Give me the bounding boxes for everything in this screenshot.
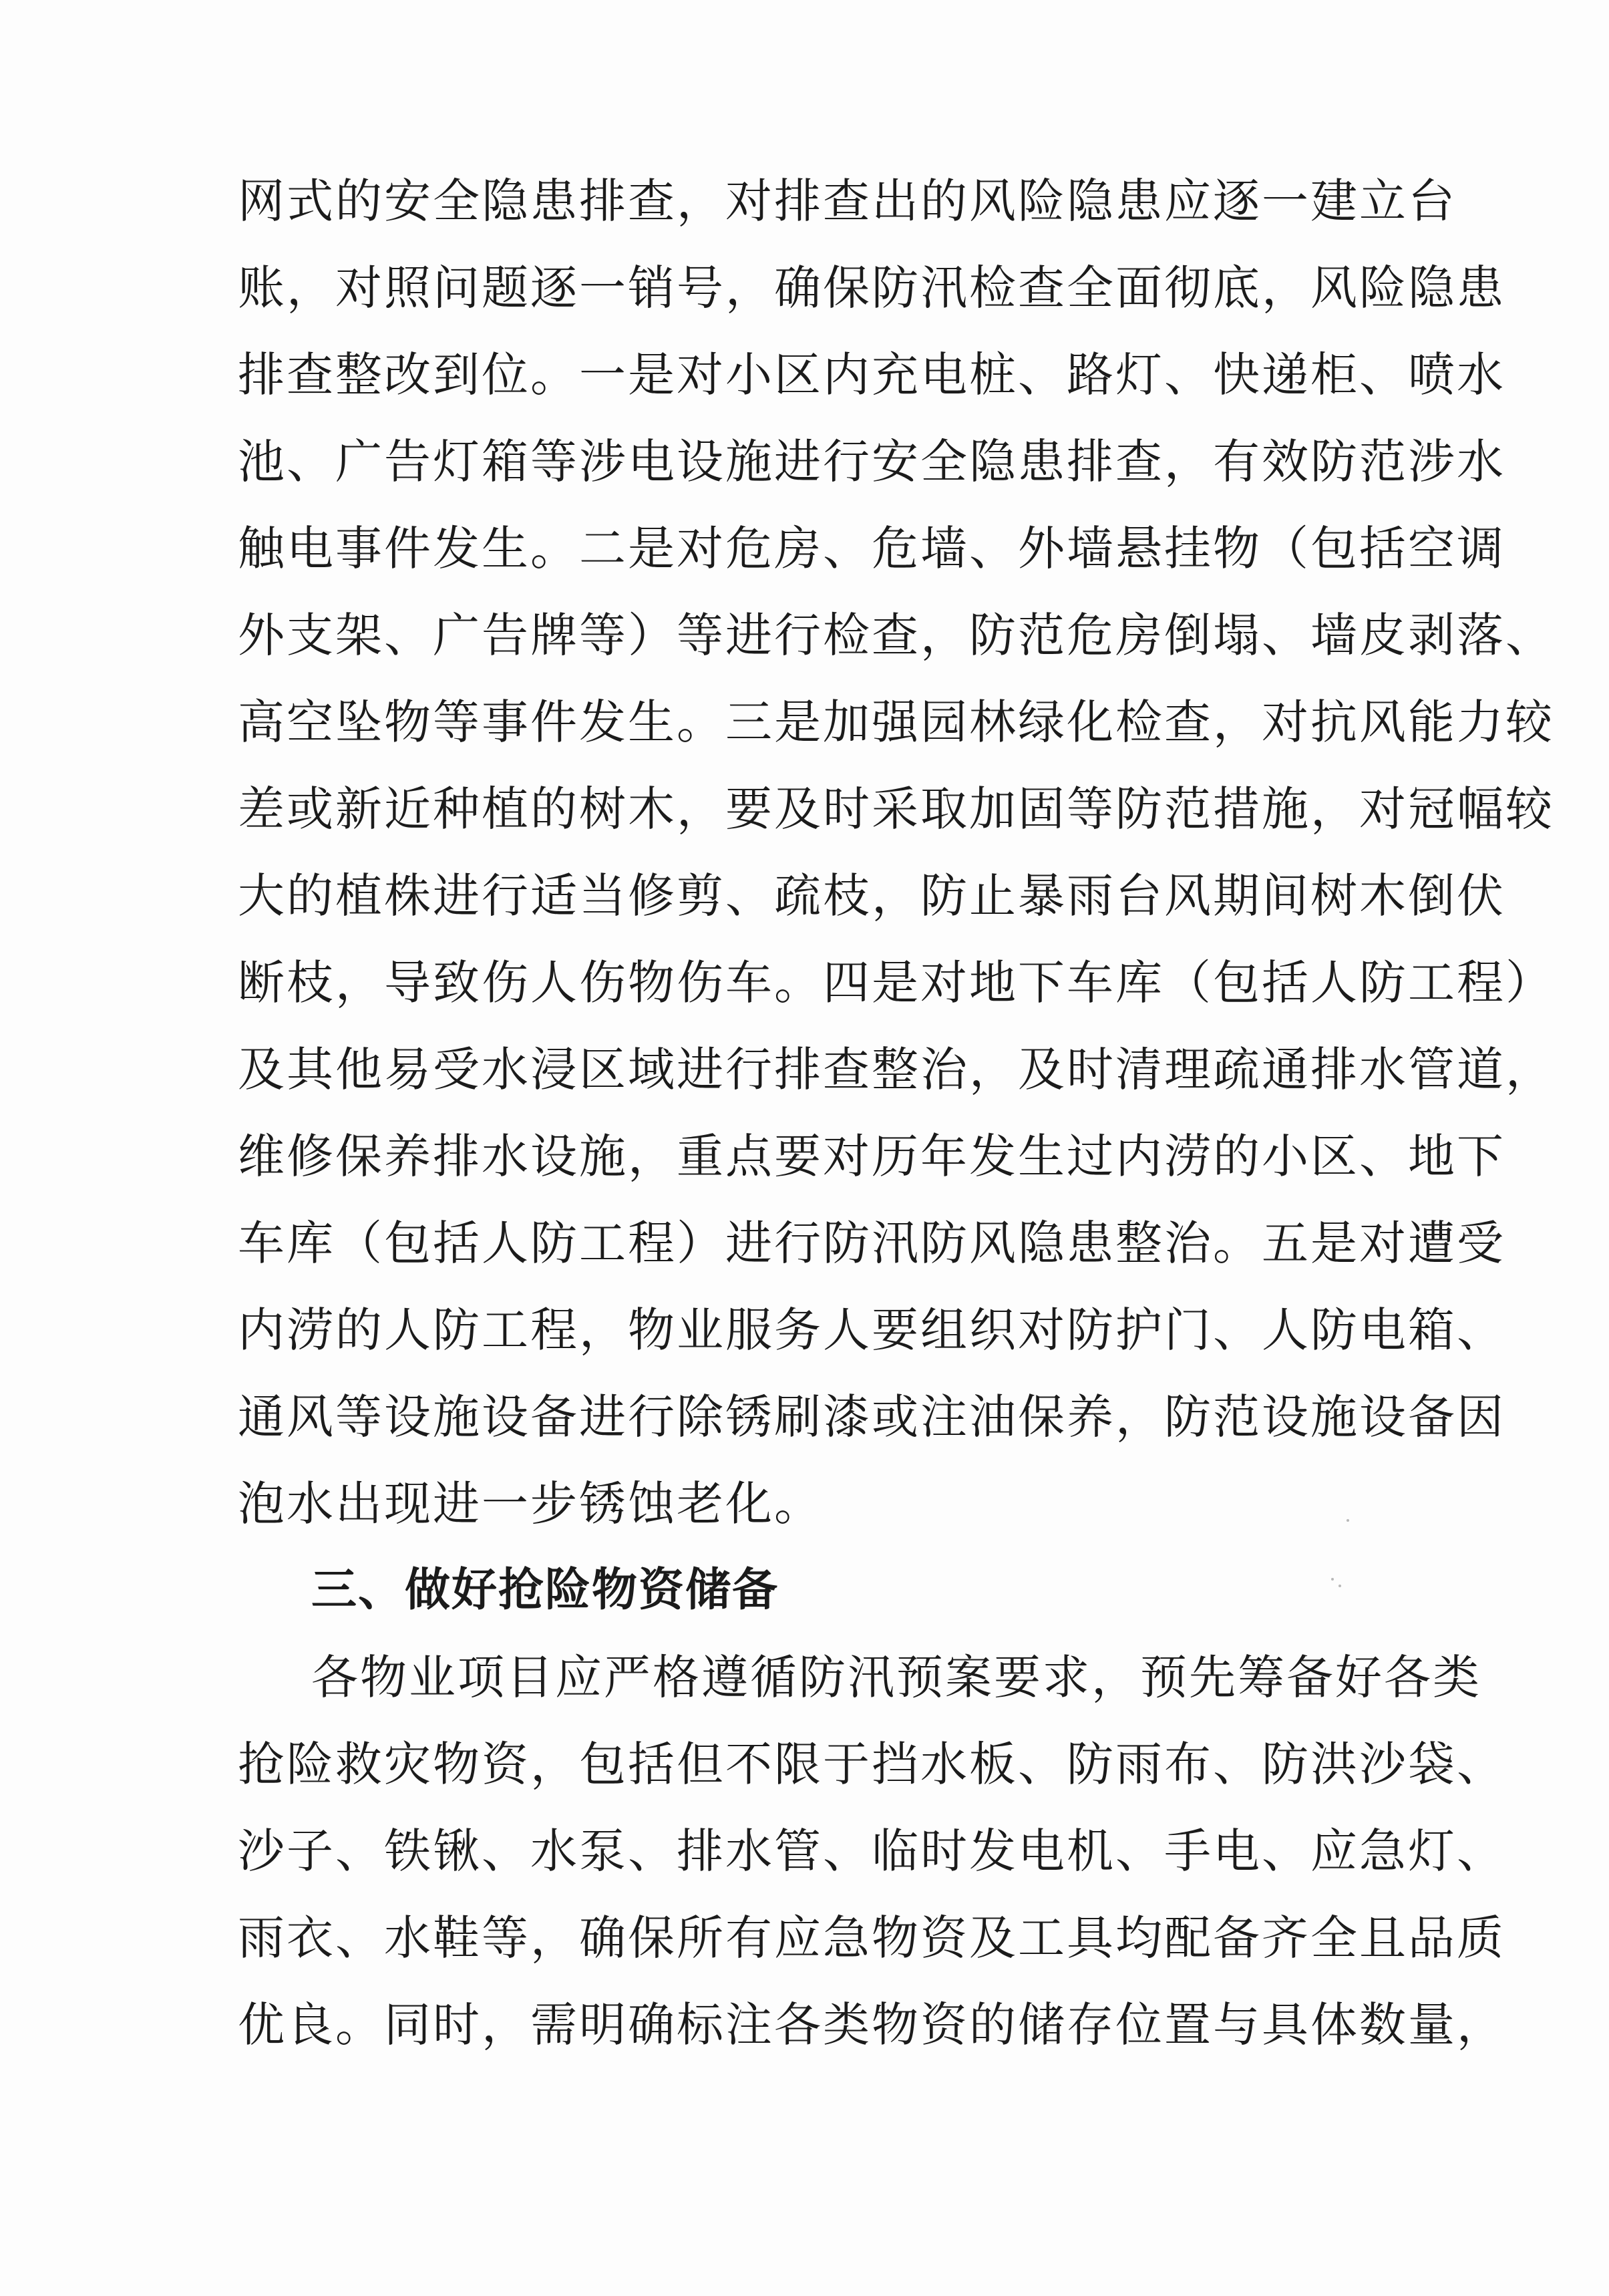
section-heading: 三、做好抢险物资储备: [311, 1564, 779, 1617]
paragraph-line: 雨衣、水鞋等，确保所有应急物资及工具均配备齐全且品质: [238, 1911, 1505, 1965]
scan-speck: [1331, 1578, 1334, 1581]
paragraph-line: 触电事件发生。二是对危房、危墙、外墙悬挂物（包括空调: [238, 521, 1505, 576]
scan-speck: [1338, 1585, 1341, 1587]
paragraph-line: 排查整改到位。一是对小区内充电桩、路灯、快递柜、喷水: [238, 347, 1505, 402]
paragraph-line: 优良。同时，需明确标注各类物资的储存位置与具体数量，: [238, 1997, 1505, 2052]
paragraph-line: 高空坠物等事件发生。三是加强园林绿化检查，对抗风能力较: [238, 695, 1554, 750]
paragraph-line: 差或新近种植的树木，要及时采取加固等防范措施，对冠幅较: [238, 782, 1554, 836]
scan-speck: [1347, 1519, 1349, 1522]
paragraph-line: 泡水出现进一步锈蚀老化。: [238, 1476, 823, 1531]
paragraph-line: 断枝，导致伤人伤物伤车。四是对地下车库（包括人防工程）: [238, 955, 1554, 1010]
paragraph-line: 沙子、铁锹、水泵、排水管、临时发电机、手电、应急灯、: [238, 1824, 1505, 1878]
paragraph-line: 维修保养排水设施，重点要对历年发生过内涝的小区、地下: [238, 1129, 1505, 1184]
paragraph-line: 各物业项目应严格遵循防汛预案要求，预先筹备好各类: [311, 1650, 1481, 1705]
paragraph-line: 及其他易受水浸区域进行排查整治，及时清理疏通排水管道，: [238, 1042, 1554, 1097]
paragraph-line: 通风等设施设备进行除锈刷漆或注油保养，防范设施设备因: [238, 1389, 1505, 1444]
paragraph-line: 池、广告灯箱等涉电设施进行安全隐患排查，有效防范涉水: [238, 434, 1505, 489]
paragraph-line: 外支架、广告牌等）等进行检查，防范危房倒塌、墙皮剥落、: [238, 608, 1554, 663]
paragraph-line: 抢险救灾物资，包括但不限于挡水板、防雨布、防洪沙袋、: [238, 1737, 1505, 1792]
paragraph-line: 大的植株进行适当修剪、疏枝，防止暴雨台风期间树木倒伏: [238, 868, 1505, 923]
paragraph-line: 账，对照问题逐一销号，确保防汛检查全面彻底，风险隐患: [238, 261, 1505, 315]
paragraph-line: 车库（包括人防工程）进行防汛防风隐患整治。五是对遭受: [238, 1216, 1505, 1271]
paragraph-line: 网式的安全隐患排查，对排查出的风险隐患应逐一建立台: [238, 174, 1457, 228]
paragraph-line: 内涝的人防工程，物业服务人要组织对防护门、人防电箱、: [238, 1303, 1505, 1357]
